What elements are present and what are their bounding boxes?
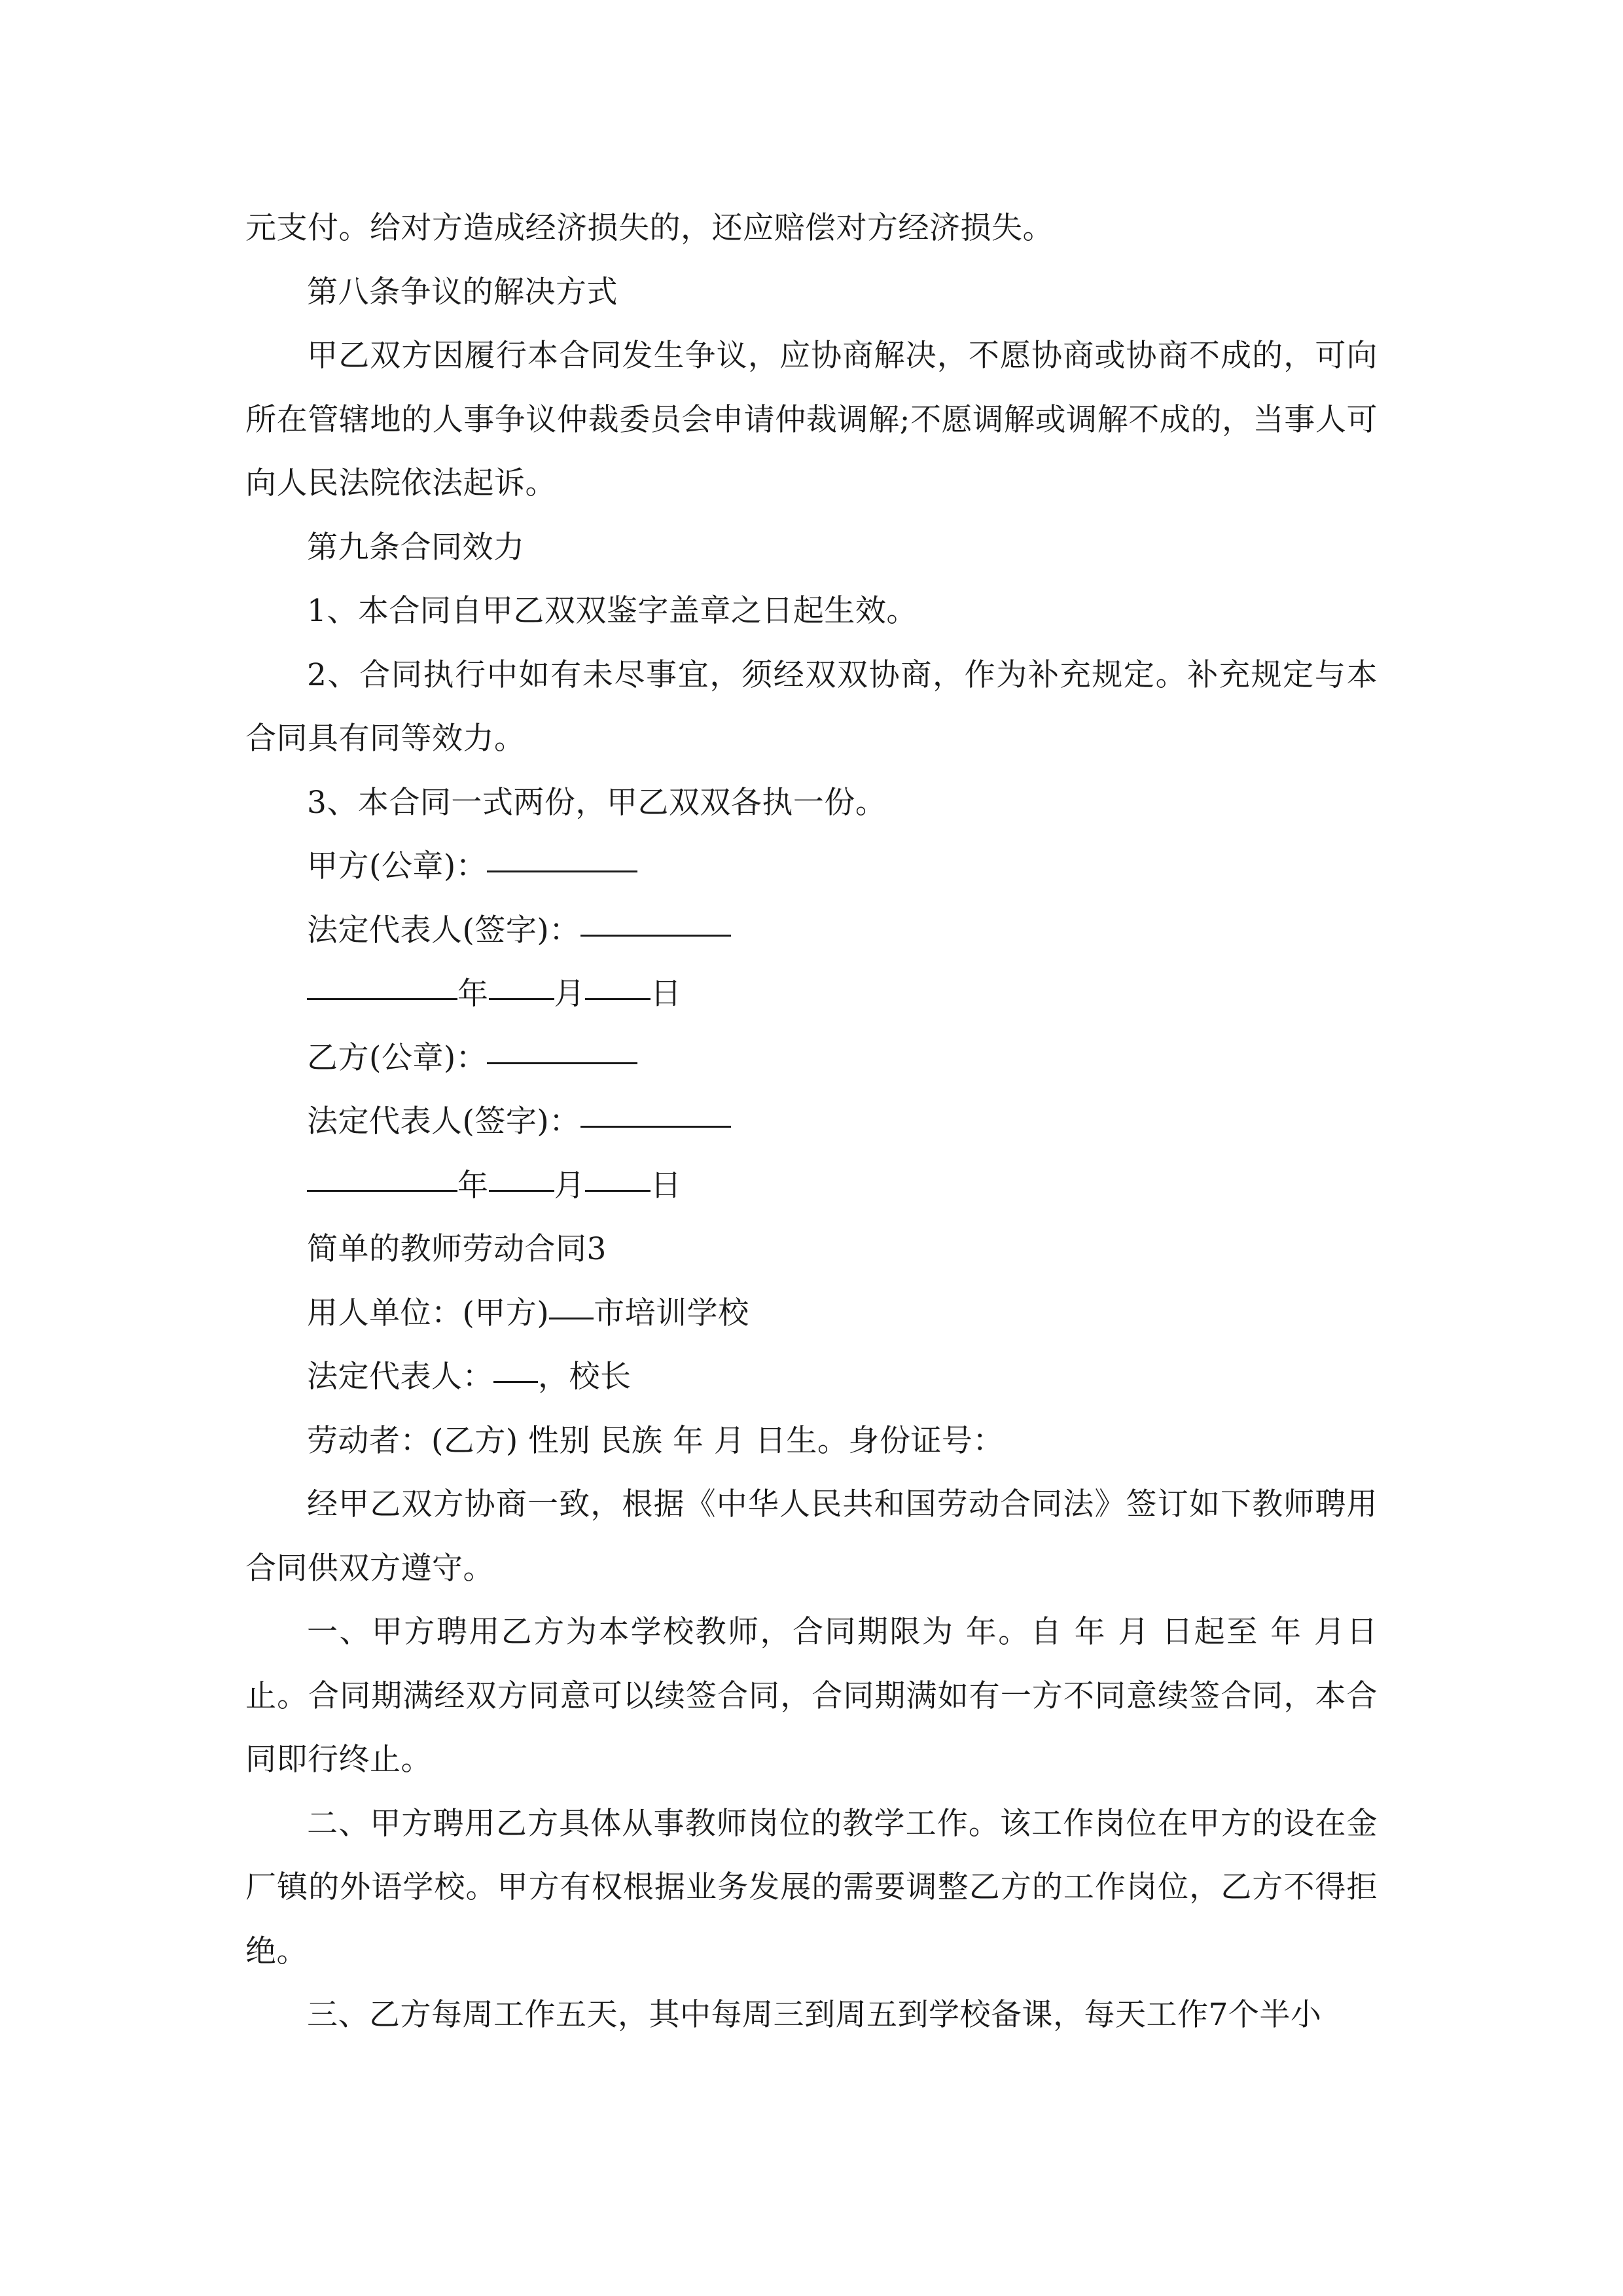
party-b-month-label: 月 — [554, 1167, 585, 1204]
party-a-date-line — [245, 962, 1378, 1026]
party-a-day-blank — [585, 968, 651, 1000]
legal-rep-title: ，校长 — [538, 1359, 632, 1395]
party-b-seal-blank — [487, 1032, 637, 1064]
paragraph-continuation: 元支付。给对方造成经济损失的，还应赔偿对方经济损失。 — [245, 210, 1054, 246]
legal-rep-label: 法定代表人： — [307, 1359, 493, 1395]
party-a-rep-blank — [580, 905, 731, 937]
party-b-year-label: 年 — [457, 1167, 489, 1204]
contract3-title: 简单的教师劳动合同3 — [307, 1231, 607, 1267]
party-a-month-label: 月 — [554, 976, 585, 1012]
party-a-rep-line — [245, 899, 1378, 963]
legal-rep-blank — [493, 1351, 538, 1383]
party-a-seal-blank — [487, 840, 637, 872]
employer-name: 市培训学校 — [594, 1295, 749, 1331]
party-a-seal-line — [245, 834, 1378, 899]
party-b-rep-label: 法定代表人(签字)： — [307, 1103, 580, 1139]
party-b-month-blank — [489, 1160, 554, 1192]
party-b-rep-line — [245, 1090, 1378, 1154]
party-a-month-blank — [489, 968, 554, 1000]
employer-label: 用人单位：(甲方) — [307, 1295, 550, 1331]
worker-line: 劳动者：(乙方) 性别 民族 年 月 日生。身份证号： — [307, 1422, 1004, 1459]
contract3-clause-3: 三、乙方每周工作五天，其中每周三到周五到学校备课，每天工作7个半小 — [307, 1997, 1322, 2033]
article-9-heading: 第九条合同效力 — [307, 529, 525, 565]
article-9-item-1: 1、本合同自甲乙双双鉴字盖章之日起生效。 — [307, 593, 918, 629]
party-b-seal-line — [245, 1026, 1378, 1090]
party-b-date-line — [245, 1154, 1378, 1218]
contract3-clause-2: 二、甲方聘用乙方具体从事教师岗位的教学工作。该工作岗位在甲方的设在金厂镇的外语学校。甲方有权根据业务发展的需要调整乙方的工作岗位，乙方不得拒绝。 — [245, 1805, 1378, 1969]
article-8-heading: 第八条争议的解决方式 — [307, 274, 618, 310]
article-9-item-2: 2、合同执行中如有未尽事宜，须经双双协商，作为补充规定。补充规定与本合同具有同等效力。 — [245, 656, 1378, 757]
party-a-rep-label: 法定代表人(签字)： — [307, 912, 580, 948]
document-body — [245, 196, 1378, 2047]
article-8-body: 甲乙双方因履行本合同发生争议，应协商解决，不愿协商或协商不成的，可向所在管辖地的人事争议仲裁委员会申请仲裁调解;不愿调解或调解不成的，当事人可向人民法院依法起诉。 — [245, 338, 1378, 501]
contract3-intro: 经甲乙双方协商一致，根据《中华人民共和国劳动合同法》签订如下教师聘用合同供双方遵守。 — [245, 1486, 1378, 1587]
employer-blank — [549, 1287, 594, 1319]
party-b-seal-label: 乙方(公章)： — [307, 1039, 488, 1076]
party-a-day-label: 日 — [651, 976, 682, 1012]
contract3-clause-1: 一、甲方聘用乙方为本学校教师，合同期限为 年。自 年 月 日起至 年 月日止。合同期满经双方同意可以续签合同，合同期满如有一方不同意续签合同，本合同即行终止。 — [245, 1614, 1378, 1778]
party-b-day-label: 日 — [651, 1167, 682, 1204]
employer-line — [245, 1282, 1378, 1346]
party-b-day-blank — [585, 1160, 651, 1192]
party-b-year-blank — [307, 1160, 457, 1192]
party-a-seal-label: 甲方(公章)： — [307, 848, 488, 884]
article-9-item-3: 3、本合同一式两份，甲乙双双各执一份。 — [307, 784, 887, 821]
party-a-year-blank — [307, 968, 457, 1000]
party-b-rep-blank — [580, 1096, 731, 1128]
legal-rep-line — [245, 1345, 1378, 1409]
party-a-year-label: 年 — [457, 976, 489, 1012]
